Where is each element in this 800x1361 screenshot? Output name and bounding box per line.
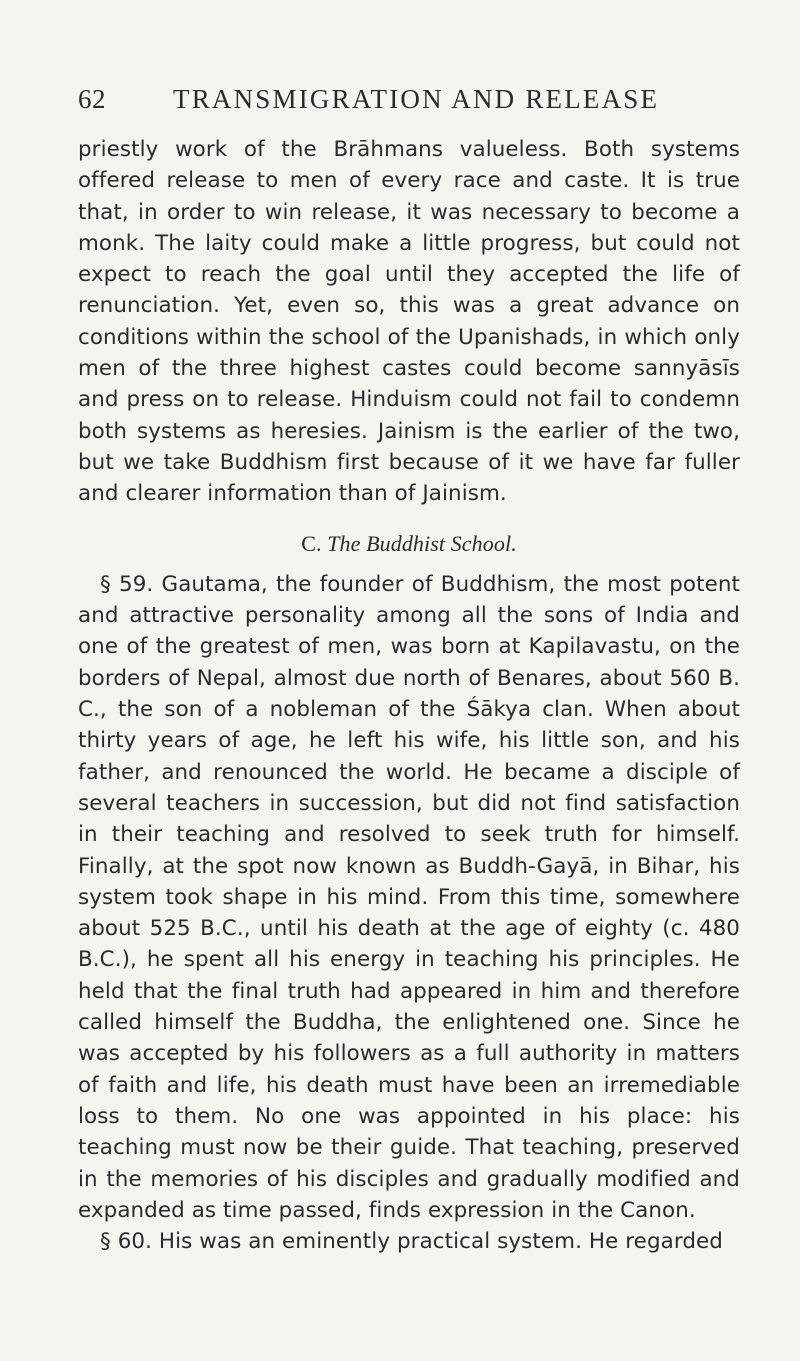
section-letter: C. xyxy=(301,530,322,556)
paragraph-section-60: § 60. His was an eminently practical system. He regarded xyxy=(100,1229,723,1255)
section-title: The Buddhist School. xyxy=(327,530,517,556)
page-number: 62 xyxy=(78,84,106,114)
paragraph-continued: priestly work of the Brāhmans valueless. Both systems offered release to men of every race and caste. It is true that, in order to win release, it was necessary to become a monk. The laity could make a little progress, but could not expect to reach the goal until they accepted the life of renunciation. Yet, even so, this was a great advance on conditions within the school of the Upanishads, in which only men of the three highest castes could become sannyāsīs and press on to release. Hinduism could not fail to condemn both systems as heresies. Jainism is the earlier of the two, but we take Buddhism first because of it we have far fuller and clearer information than of Jainism. xyxy=(78,137,740,507)
paragraph-section-59: § 59. Gautama, the founder of Buddhism, the most potent and attractive personality among all the sons of India and one of the greatest of men, was born at Kapilavastu, on the borders of Nepal, almost due north of Benares, about 560 B. C., the son of a nobleman of the Śākya clan. When about thirty years of age, he left his wife, his little son, and his father, and renounced the world. He became a disciple of several teachers in succession, but did not find satisfaction in their teaching and resolved to seek truth for himself. Finally, at the spot now known as Buddh-Gayā, in Bihar, his system took shape in his mind. From this time, somewhere about 525 B.C., until his death at the age of eighty (c. 480 B.C.), he spent all his energy in teaching his principles. He held that the final truth had appeared in him and therefore called himself the Buddha, the enlightened one. Since he was accepted by his followers as a full authority in matters of faith and life, his death must have been an irremediable loss to them. No one was appointed in his place: his teaching must now be their guide. That teaching, preserved in the memories of his disciples and gradually modified and expanded as time passed, finds expression in the Canon. xyxy=(78,571,740,1223)
section-heading xyxy=(78,528,740,559)
body-text xyxy=(78,134,740,1257)
page-header xyxy=(78,84,738,124)
running-title: TRANSMIGRATION AND RELEASE xyxy=(173,84,660,114)
